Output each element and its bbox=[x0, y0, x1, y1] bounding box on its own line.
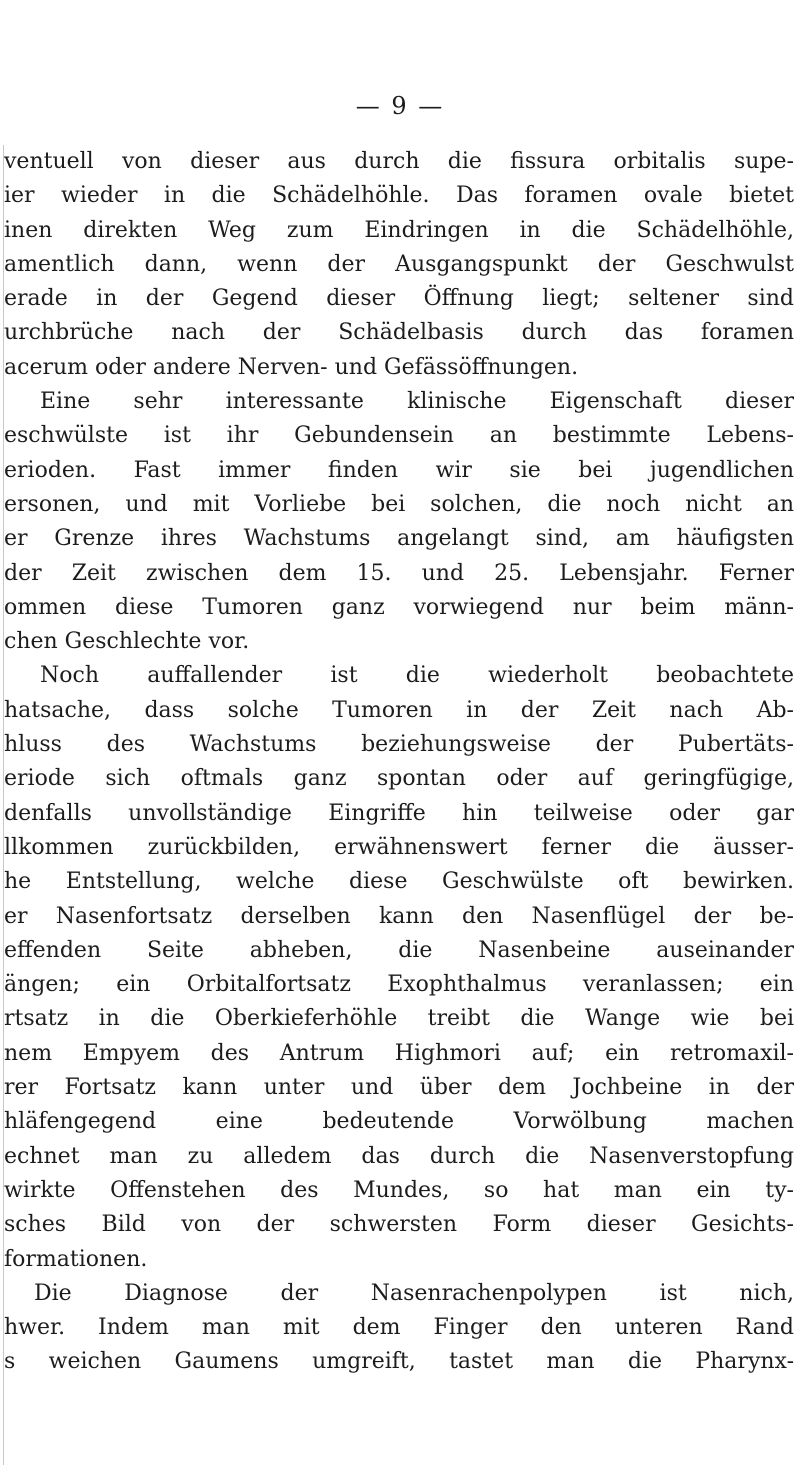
text-line: wirkte Offenstehen des Mundes, so hat man ein ty- bbox=[4, 1177, 794, 1203]
text-line: der Zeit zwischen dem 15. und 25. Lebensjahr. Ferner bbox=[4, 560, 794, 586]
text-line: hatsache, dass solche Tumoren in der Zeit nach Ab- bbox=[4, 697, 794, 723]
text-line: nem Empyem des Antrum Highmori auf; ein retromaxil- bbox=[4, 1040, 794, 1066]
text-line: inen direkten Weg zum Eindringen in die Schädelhöhle, bbox=[4, 217, 794, 243]
text-line: ier wieder in die Schädelhöhle. Das foramen ovale bietet bbox=[4, 183, 794, 209]
text-line: denfalls unvollständige Eingriffe hin teilweise oder gar bbox=[4, 800, 794, 826]
text-line: ventuell von dieser aus durch die fissura orbitalis supe- bbox=[4, 149, 794, 174]
text-line: rer Fortsatz kann unter und über dem Jochbeine in der bbox=[4, 1075, 794, 1101]
text-line: sches Bild von der schwersten Form dieser Gesichts- bbox=[4, 1212, 794, 1238]
text-line: Noch auffallender ist die wiederholt beobachtete bbox=[40, 663, 794, 689]
text-line: er Grenze ihres Wachstums angelangt sind, am häufigsten bbox=[4, 526, 794, 552]
text-line: ängen; ein Orbitalfortsatz Exophthalmus veranlassen; ein bbox=[4, 972, 794, 998]
text-line: hluss des Wachstums beziehungsweise der Pubertäts- bbox=[4, 732, 794, 758]
text-line: ommen diese Tumoren ganz vorwiegend nur beim männ- bbox=[4, 594, 794, 620]
text-line: erioden. Fast immer finden wir sie bei jugendlichen bbox=[4, 457, 794, 483]
text-line: Eine sehr interessante klinische Eigenschaft dieser bbox=[40, 389, 794, 415]
text-line: llkommen zurückbilden, erwähnenswert ferner die äusser- bbox=[4, 834, 794, 860]
text-line: s weichen Gaumens umgreift, tastet man die Pharynx- bbox=[4, 1349, 794, 1375]
text-line: eriode sich oftmals ganz spontan oder auf geringfügige, bbox=[4, 766, 794, 792]
text-line: hwer. Indem man mit dem Finger den unteren Rand bbox=[4, 1315, 794, 1341]
text-line: er Nasenfortsatz derselben kann den Nasenflügel der be- bbox=[4, 903, 794, 929]
text-line: eschwülste ist ihr Gebundensein an bestimmte Lebens- bbox=[4, 423, 794, 449]
text-line: echnet man zu alledem das durch die Nasenverstopfung bbox=[4, 1143, 794, 1169]
text-line: chen Geschlechte vor. bbox=[4, 629, 250, 655]
text-line: amentlich dann, wenn der Ausgangspunkt der Geschwulst bbox=[4, 251, 794, 277]
text-line: formationen. bbox=[4, 1246, 148, 1272]
text-line: Die Diagnose der Nasenrachenpolypen ist nich, bbox=[34, 1280, 794, 1306]
text-line: acerum oder andere Nerven- und Gefässöffnungen. bbox=[4, 354, 579, 380]
text-line: he Entstellung, welche diese Geschwülste oft bewirken. bbox=[4, 869, 794, 895]
text-line: effenden Seite abheben, die Nasenbeine auseinander bbox=[4, 937, 794, 963]
text-line: rtsatz in die Oberkieferhöhle treibt die Wange wie bei bbox=[4, 1006, 794, 1032]
page-number: — 9 — bbox=[355, 92, 445, 120]
text-line: erade in der Gegend dieser Öffnung liegt; seltener sind bbox=[4, 286, 794, 312]
text-line: hläfengegend eine bedeutende Vorwölbung machen bbox=[4, 1109, 794, 1135]
body-text bbox=[4, 145, 794, 1380]
text-line: ersonen, und mit Vorliebe bei solchen, die noch nicht an bbox=[4, 491, 794, 517]
text-line: urchbrüche nach der Schädelbasis durch das foramen bbox=[4, 320, 794, 346]
